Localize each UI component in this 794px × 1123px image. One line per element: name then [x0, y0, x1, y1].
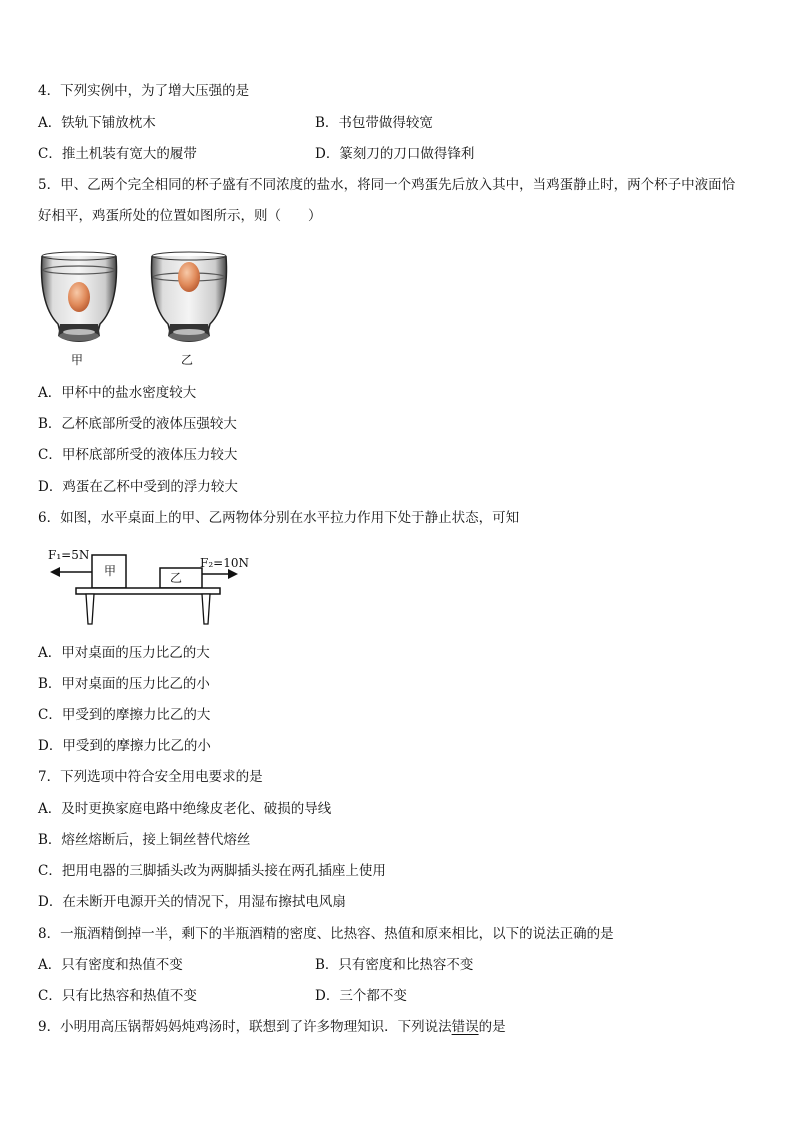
q4-option-d: D．篆刻刀的刀口做得锋利 [315, 146, 475, 162]
q5-option-d: D．鸡蛋在乙杯中受到的浮力较大 [38, 479, 238, 495]
q6-option-c: C．甲受到的摩擦力比乙的大 [38, 707, 211, 723]
q5-stem-line1: 5．甲、乙两个完全相同的杯子盛有不同浓度的盐水，将同一个鸡蛋先后放入其中，当鸡蛋静止时，两个杯子中液面恰 [38, 177, 736, 193]
q4-option-c: C．推土机装有宽大的履带 [38, 146, 197, 162]
q9-stem [38, 1018, 506, 1036]
q6-option-a: A．甲对桌面的压力比乙的大 [38, 645, 210, 661]
q6-box-jia-label: 甲 [104, 564, 117, 578]
q5-option-b: B．乙杯底部所受的液体压强较大 [38, 416, 237, 432]
q4-option-b: B．书包带做得较宽 [315, 115, 433, 131]
q7-option-d: D．在未断开电源开关的情况下，用湿布擦拭电风扇 [38, 894, 346, 910]
q4-option-a: A．铁轨下铺放枕木 [38, 115, 156, 131]
q6-option-d: D．甲受到的摩擦力比乙的小 [38, 738, 211, 754]
q9-stem-before: 9．小明用高压锅帮妈妈炖鸡汤时，联想到了许多物理知识．下列说法 [38, 1019, 452, 1035]
q8-option-a: A．只有密度和热值不变 [38, 957, 183, 973]
q9-stem-emphasis: 错误 [451, 1019, 479, 1035]
q4-stem: 4．下列实例中，为了增大压强的是 [38, 83, 250, 99]
q8-option-b: B．只有密度和比热容不变 [315, 957, 474, 973]
q6-force-f1: F₁=5N [48, 548, 90, 562]
q8-option-d: D．三个都不变 [315, 988, 407, 1004]
q7-stem: 7．下列选项中符合安全用电要求的是 [38, 769, 263, 785]
q5-option-c: C．甲杯底部所受的液体压力较大 [38, 447, 238, 463]
q5-figure-glass-jia [38, 244, 120, 348]
q5-option-a: A．甲杯中的盐水密度较大 [38, 385, 197, 401]
q5-figure-glass-yi [148, 244, 230, 348]
q8-stem: 8．一瓶酒精倒掉一半，剩下的半瓶酒精的密度、比热容、热值和原来相比，以下的说法正确的是 [38, 926, 614, 942]
q5-label-jia: 甲 [71, 353, 84, 367]
q5-stem-line2: 好相平，鸡蛋所处的位置如图所示，则（ ） [38, 208, 322, 224]
q8-option-c: C．只有比热容和热值不变 [38, 988, 197, 1004]
q6-box-yi-label: 乙 [170, 571, 183, 585]
q7-option-b: B．熔丝熔断后，接上铜丝替代熔丝 [38, 832, 251, 848]
q9-stem-after: 的是 [478, 1019, 506, 1035]
q6-stem: 6．如图，水平桌面上的甲、乙两物体分别在水平拉力作用下处于静止状态，可知 [38, 510, 520, 526]
q5-label-yi: 乙 [181, 353, 194, 367]
q6-option-b: B．甲对桌面的压力比乙的小 [38, 676, 210, 692]
q7-option-a: A．及时更换家庭电路中绝缘皮老化、破损的导线 [38, 801, 332, 817]
q7-option-c: C．把用电器的三脚插头改为两脚插头接在两孔插座上使用 [38, 863, 386, 879]
q6-force-f2: F₂=10N [200, 556, 249, 570]
